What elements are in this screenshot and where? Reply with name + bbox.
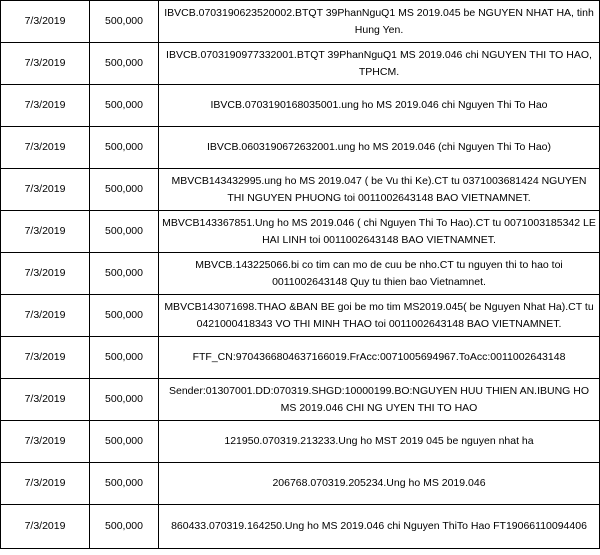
table-row [1,463,600,505]
date-cell: 7/3/2019 [1,127,90,169]
table-row [1,43,600,85]
table-row [1,505,600,549]
description-cell: IBVCB.0703190168035001.ung ho MS 2019.046 chi Nguyen Thi To Hao [159,85,600,127]
table-row [1,379,600,421]
date-cell: 7/3/2019 [1,463,90,505]
amount-cell: 500,000 [90,253,159,295]
amount-cell: 500,000 [90,85,159,127]
amount-cell: 500,000 [90,295,159,337]
amount-cell: 500,000 [90,127,159,169]
table-row [1,253,600,295]
amount-cell: 500,000 [90,421,159,463]
amount-cell: 500,000 [90,169,159,211]
description-cell: 121950.070319.213233.Ung ho MST 2019 045 be nguyen nhat ha [159,421,600,463]
table-row [1,169,600,211]
description-cell: IBVCB.0703190977332001.BTQT 39PhanNguQ1 MS 2019.046 chi NGUYEN THI TO HAO, TPHCM. [159,43,600,85]
description-cell: MBVCB143367851.Ung ho MS 2019.046 ( chi Nguyen Thi To Hao).CT tu 0071003185342 LE HAI LINH toi 0011002643148 BAO VIETNAMNET. [159,211,600,253]
table-row [1,1,600,43]
table-row [1,211,600,253]
amount-cell: 500,000 [90,505,159,549]
amount-cell: 500,000 [90,43,159,85]
date-cell: 7/3/2019 [1,421,90,463]
table-row [1,295,600,337]
date-cell: 7/3/2019 [1,169,90,211]
date-cell: 7/3/2019 [1,211,90,253]
date-cell: 7/3/2019 [1,505,90,549]
description-cell: FTF_CN:9704366804637166019.FrAcc:0071005694967.ToAcc:0011002643148 [159,337,600,379]
description-cell: IBVCB.0703190623520002.BTQT 39PhanNguQ1 MS 2019.045 be NGUYEN NHAT HA, tinh Hung Yen. [159,1,600,43]
description-cell: MBVCB143432995.ung ho MS 2019.047 ( be Vu thi Ke).CT tu 0371003681424 NGUYEN THI NGUYEN PHUONG toi 0011002643148 BAO VIETNAMNET. [159,169,600,211]
table-row [1,127,600,169]
amount-cell: 500,000 [90,211,159,253]
table-row [1,337,600,379]
date-cell: 7/3/2019 [1,337,90,379]
date-cell: 7/3/2019 [1,1,90,43]
description-cell: 860433.070319.164250.Ung ho MS 2019.046 chi Nguyen ThiTo Hao FT19066110094406 [159,505,600,549]
date-cell: 7/3/2019 [1,43,90,85]
amount-cell: 500,000 [90,463,159,505]
description-cell: Sender:01307001.DD:070319.SHGD:10000199.BO:NGUYEN HUU THIEN AN.IBUNG HO MS 2019.046 CHI NG UYEN THI TO HAO [159,379,600,421]
table-row [1,85,600,127]
description-cell: MBVCB.143225066.bi co tim can mo de cuu be nho.CT tu nguyen thi to hao toi 0011002643148 Quy tu thien bao Vietnamnet. [159,253,600,295]
amount-cell: 500,000 [90,1,159,43]
description-cell: MBVCB143071698.THAO &BAN BE goi be mo tim MS2019.045( be Nguyen Nhat Ha).CT tu 0421000418343 VO THI MINH THAO toi 0011002643148 BAO VIETNAMNET. [159,295,600,337]
amount-cell: 500,000 [90,379,159,421]
table-row [1,421,600,463]
date-cell: 7/3/2019 [1,295,90,337]
date-cell: 7/3/2019 [1,379,90,421]
date-cell: 7/3/2019 [1,85,90,127]
description-cell: IBVCB.0603190672632001.ung ho MS 2019.046 (chi Nguyen Thi To Hao) [159,127,600,169]
amount-cell: 500,000 [90,337,159,379]
description-cell: 206768.070319.205234.Ung ho MS 2019.046 [159,463,600,505]
date-cell: 7/3/2019 [1,253,90,295]
